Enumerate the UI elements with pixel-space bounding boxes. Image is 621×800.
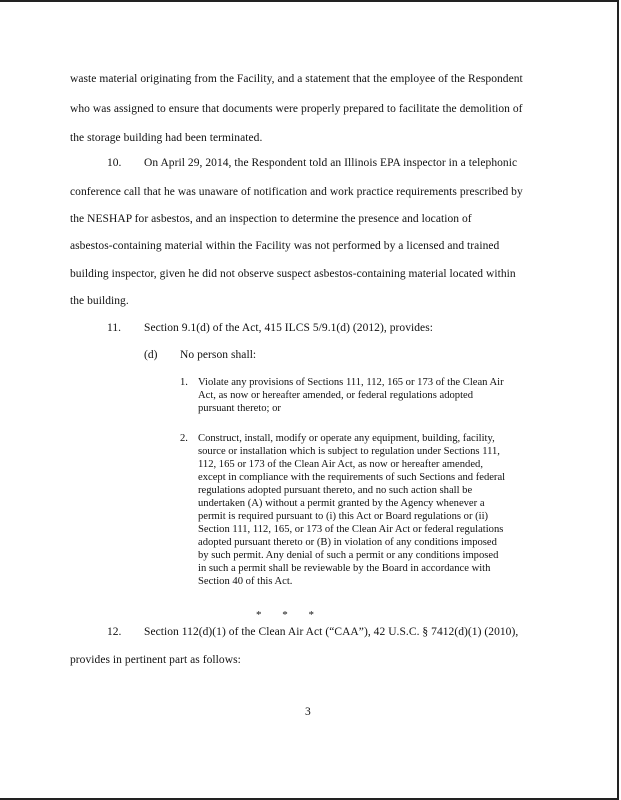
- p11-item-2-line-5: regulations adopted pursuant thereto, and no such action shall be: [198, 485, 473, 496]
- p10-number: 10.: [107, 157, 122, 169]
- p11-item-1-line-2: Act, as now or hereafter amended, or federal regulations adopted: [198, 390, 474, 401]
- p11-item-2-line-3: 112, 165 or 173 of the Clean Air Act, as now or hereafter amended,: [198, 459, 483, 470]
- p10-line-3: the NESHAP for asbestos, and an inspection to determine the presence and location of: [70, 213, 472, 225]
- p11-item-2-line-9: adopted pursuant thereto or (B) in violation of any conditions imposed: [198, 537, 497, 548]
- page-number: 3: [305, 706, 311, 718]
- p10-line-2: conference call that he was unaware of notification and work practice requirements prescribed by: [70, 186, 523, 198]
- p11-intro: Section 9.1(d) of the Act, 415 ILCS 5/9.1(d) (2012), provides:: [144, 322, 433, 334]
- p11-item-1-number: 1.: [180, 377, 188, 388]
- p11-item-2-line-12: Section 40 of this Act.: [198, 576, 293, 587]
- p12-line-1: Section 112(d)(1) of the Clean Air Act (“CAA”), 42 U.S.C. § 7412(d)(1) (2010),: [144, 626, 519, 638]
- p11-item-2-line-8: Section 111, 112, 165, or 173 of the Clean Air Act or federal regulations: [198, 524, 504, 535]
- p11-item-2-line-11: in such a permit shall be reviewable by the Board in accordance with: [198, 563, 491, 574]
- p10-line-4: asbestos-containing material within the Facility was not performed by a licensed and trained: [70, 240, 500, 252]
- p11-item-2-line-2: source or installation which is subject to regulation under Sections 111,: [198, 446, 500, 457]
- p10-line-1: On April 29, 2014, the Respondent told an Illinois EPA inspector in a telephonic: [144, 157, 518, 169]
- p11-item-2-number: 2.: [180, 433, 188, 444]
- p12-number: 12.: [107, 626, 122, 638]
- p11-item-2-line-1: Construct, install, modify or operate any equipment, building, facility,: [198, 433, 495, 444]
- section-break-stars: * * *: [256, 609, 314, 621]
- p11-item-2-line-4: except in compliance with the requirements of such Sections and federal: [198, 472, 506, 483]
- p10-line-6: the building.: [70, 295, 129, 307]
- p11-item-2-line-7: permit is required pursuant to (i) this Act or Board regulations or (ii): [198, 511, 489, 522]
- p9-line-1: waste material originating from the Facility, and a statement that the employee of the Respondent: [70, 73, 523, 85]
- p11-item-1-line-1: Violate any provisions of Sections 111, 112, 165 or 173 of the Clean Air: [198, 377, 504, 388]
- p11-sub-label: (d): [144, 349, 158, 361]
- p9-line-3: the storage building had been terminated.: [70, 132, 263, 144]
- p11-item-1-line-3: pursuant thereto; or: [198, 403, 281, 414]
- p11-number: 11.: [107, 322, 121, 334]
- p10-line-5: building inspector, given he did not observe suspect asbestos-containing material located within: [70, 268, 516, 280]
- p11-item-2-line-10: by such permit. Any denial of such a permit or any conditions imposed: [198, 550, 499, 561]
- p11-item-2-line-6: undertaken (A) without a permit granted by the Agency whenever a: [198, 498, 485, 509]
- p11-sub-text: No person shall:: [180, 349, 257, 361]
- p9-line-2: who was assigned to ensure that documents were properly prepared to facilitate the demolition of: [70, 103, 523, 115]
- p12-line-2: provides in pertinent part as follows:: [70, 654, 241, 666]
